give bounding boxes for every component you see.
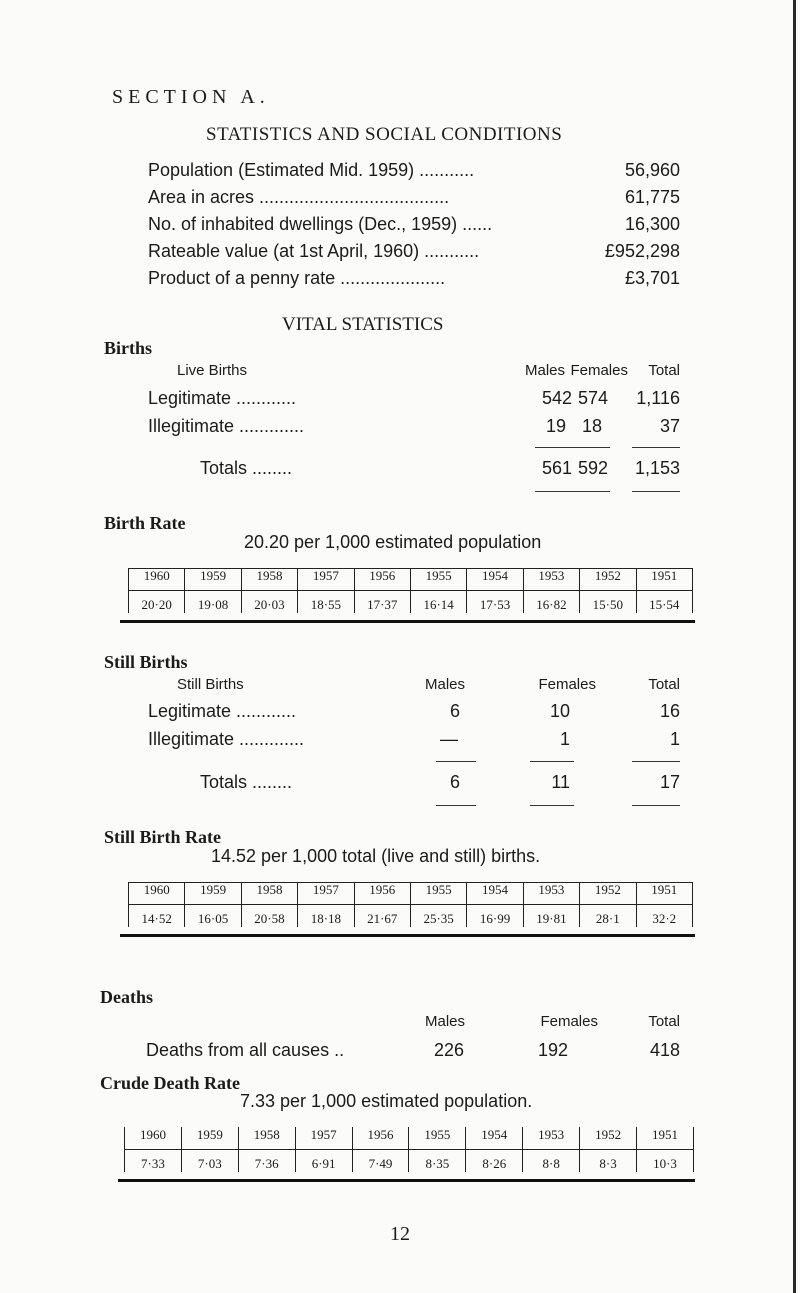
rate-cell: 28·1 (580, 905, 636, 928)
rate-cell: 15·50 (580, 591, 636, 614)
year-cell: 1952 (580, 568, 636, 591)
stat-label: Product of a penny rate ..................... (148, 268, 446, 288)
rate-cell: 7·49 (352, 1150, 409, 1173)
rate-cell: 15·54 (636, 591, 692, 614)
births-cell: 37 (659, 416, 680, 436)
rate-cell: 6·91 (295, 1150, 352, 1173)
vital-statistics-title: VITAL STATISTICS (282, 314, 444, 335)
still-births-cell: 1 (669, 729, 680, 749)
crude-death-rate-heading: Crude Death Rate (100, 1073, 240, 1093)
rate-cell: 8·8 (523, 1150, 580, 1173)
rate-cell: 16·14 (410, 591, 466, 614)
page-edge (793, 0, 796, 1293)
rate-cell: 7·33 (125, 1150, 182, 1173)
births-cell: 592 (577, 458, 608, 478)
rate-cell: 18·55 (298, 591, 354, 614)
year-cell: 1959 (185, 882, 241, 905)
rate-cell: 18·18 (298, 905, 354, 928)
still-births-totals-label: Totals ........ (200, 772, 293, 792)
births-totals-label: Totals ........ (200, 458, 293, 478)
births-col-females: Females (570, 362, 628, 379)
stat-label: Area in acres ...................................... (148, 187, 450, 207)
year-cell: 1954 (466, 1127, 523, 1150)
section-heading: SECTION A. (112, 86, 270, 108)
still-births-cell: 1 (559, 729, 570, 749)
rate-cell: 16·82 (523, 591, 579, 614)
deaths-row-label: Deaths from all causes .. (146, 1040, 345, 1060)
still-births-col-total: Total (648, 676, 680, 693)
births-cell: 18 (581, 416, 602, 436)
still-births-col-males: Males (425, 676, 466, 693)
table-bottom-rule (120, 934, 695, 937)
sum-rule (530, 761, 574, 762)
stat-value: £3,701 (624, 268, 680, 288)
sum-rule (632, 805, 680, 806)
year-cell: 1959 (181, 1127, 238, 1150)
births-heading: Births (104, 338, 153, 358)
rate-cell: 10·3 (637, 1150, 694, 1173)
year-cell: 1959 (185, 568, 241, 591)
still-births-row-label: Legitimate ............ (148, 701, 297, 721)
sum-rule (632, 491, 680, 492)
rate-cell: 25·35 (410, 905, 466, 928)
sum-rule (566, 491, 610, 492)
still-births-cell: — (440, 729, 458, 749)
year-cell: 1956 (354, 568, 410, 591)
still-birth-rate-heading: Still Birth Rate (104, 827, 221, 847)
sum-rule (436, 761, 476, 762)
births-row-label: Illegitimate ............. (148, 416, 305, 436)
stat-row-penny-rate (148, 268, 680, 294)
rate-cell: 20·20 (129, 591, 185, 614)
sum-rule (530, 805, 574, 806)
year-cell: 1953 (523, 882, 579, 905)
rate-cell: 17·37 (354, 591, 410, 614)
still-births-row-label: Illegitimate ............. (148, 729, 305, 749)
year-cell: 1955 (409, 1127, 466, 1150)
stat-row-population (148, 160, 680, 186)
still-birth-rate-text: 14.52 per 1,000 total (live and still) births. (211, 846, 541, 866)
still-births-cell: 17 (659, 772, 680, 792)
birth-rate-heading: Birth Rate (104, 513, 186, 533)
still-births-heading: Still Births (104, 652, 188, 672)
year-cell: 1952 (580, 882, 636, 905)
year-cell: 1957 (298, 882, 354, 905)
year-cell: 1953 (523, 1127, 580, 1150)
page-title: STATISTICS AND SOCIAL CONDITIONS (206, 124, 563, 145)
birth-rate-text: 20.20 per 1,000 estimated population (244, 532, 542, 552)
births-col-males: Males (525, 362, 566, 379)
rate-cell: 16·05 (185, 905, 241, 928)
still-birth-rate-table (128, 882, 693, 927)
table-bottom-rule (118, 1179, 695, 1182)
year-cell: 1958 (241, 568, 297, 591)
deaths-cell: 192 (537, 1040, 568, 1060)
year-cell: 1957 (295, 1127, 352, 1150)
rate-cell: 7·03 (181, 1150, 238, 1173)
crude-death-rate-text: 7.33 per 1,000 estimated population. (240, 1091, 533, 1111)
still-births-cell: 11 (551, 772, 570, 792)
table-bottom-rule (120, 620, 695, 623)
year-cell: 1954 (467, 568, 523, 591)
year-cell: 1958 (241, 882, 297, 905)
stat-value: £952,298 (604, 241, 680, 261)
year-cell: 1954 (467, 882, 523, 905)
still-births-cell: 6 (449, 772, 460, 792)
births-col-label: Live Births (177, 362, 248, 379)
year-cell: 1957 (298, 568, 354, 591)
rate-cell: 8·26 (466, 1150, 523, 1173)
stat-value: 56,960 (624, 160, 680, 180)
sum-rule (436, 805, 476, 806)
rate-cell: 7·36 (238, 1150, 295, 1173)
rate-cell: 17·53 (467, 591, 523, 614)
year-cell: 1952 (580, 1127, 637, 1150)
rate-cell: 8·3 (580, 1150, 637, 1173)
birth-rate-table (128, 568, 693, 613)
year-cell: 1958 (238, 1127, 295, 1150)
stat-value: 16,300 (624, 214, 680, 234)
births-cell: 542 (541, 388, 572, 408)
year-cell: 1956 (352, 1127, 409, 1150)
page-number: 12 (390, 1223, 410, 1245)
stat-row-rateable-value (148, 241, 680, 267)
rate-cell: 19·08 (185, 591, 241, 614)
births-cell: 1,116 (636, 388, 680, 408)
births-cell: 574 (577, 388, 608, 408)
year-cell: 1960 (129, 568, 185, 591)
stat-value: 61,775 (624, 187, 680, 207)
year-cell: 1955 (410, 568, 466, 591)
deaths-cell: 418 (649, 1040, 680, 1060)
year-cell: 1951 (636, 568, 692, 591)
rate-cell: 20·03 (241, 591, 297, 614)
stat-row-area (148, 187, 680, 213)
still-births-cell: 16 (659, 701, 680, 721)
births-col-total: Total (648, 362, 680, 379)
year-cell: 1955 (410, 882, 466, 905)
rate-cell: 14·52 (129, 905, 185, 928)
year-cell: 1953 (523, 568, 579, 591)
deaths-heading: Deaths (100, 987, 153, 1007)
sum-rule (632, 761, 680, 762)
births-cell: 19 (545, 416, 566, 436)
deaths-col-total: Total (648, 1013, 680, 1030)
rate-cell: 32·2 (636, 905, 692, 928)
births-cell: 1,153 (634, 458, 680, 478)
year-cell: 1956 (354, 882, 410, 905)
still-births-cell: 6 (449, 701, 460, 721)
births-row-label: Legitimate ............ (148, 388, 297, 408)
crude-death-rate-table (124, 1127, 694, 1172)
deaths-col-males: Males (425, 1013, 466, 1030)
rate-cell: 21·67 (354, 905, 410, 928)
births-cell: 561 (541, 458, 572, 478)
rate-cell: 8·35 (409, 1150, 466, 1173)
year-cell: 1960 (125, 1127, 182, 1150)
rate-cell: 19·81 (523, 905, 579, 928)
rate-cell: 16·99 (467, 905, 523, 928)
deaths-col-females: Females (540, 1013, 598, 1030)
year-cell: 1960 (129, 882, 185, 905)
sum-rule (632, 447, 680, 448)
sum-rule (566, 447, 610, 448)
year-cell: 1951 (636, 882, 692, 905)
still-births-cell: 10 (549, 701, 570, 721)
stat-label: No. of inhabited dwellings (Dec., 1959) ...... (148, 214, 493, 234)
deaths-cell: 226 (433, 1040, 464, 1060)
stat-row-dwellings (148, 214, 680, 240)
rate-cell: 20·58 (241, 905, 297, 928)
stat-label: Rateable value (at 1st April, 1960) ........... (148, 241, 480, 261)
still-births-col-females: Females (538, 676, 596, 693)
stat-label: Population (Estimated Mid. 1959) ........... (148, 160, 475, 180)
still-births-col-label: Still Births (177, 676, 244, 693)
year-cell: 1951 (637, 1127, 694, 1150)
